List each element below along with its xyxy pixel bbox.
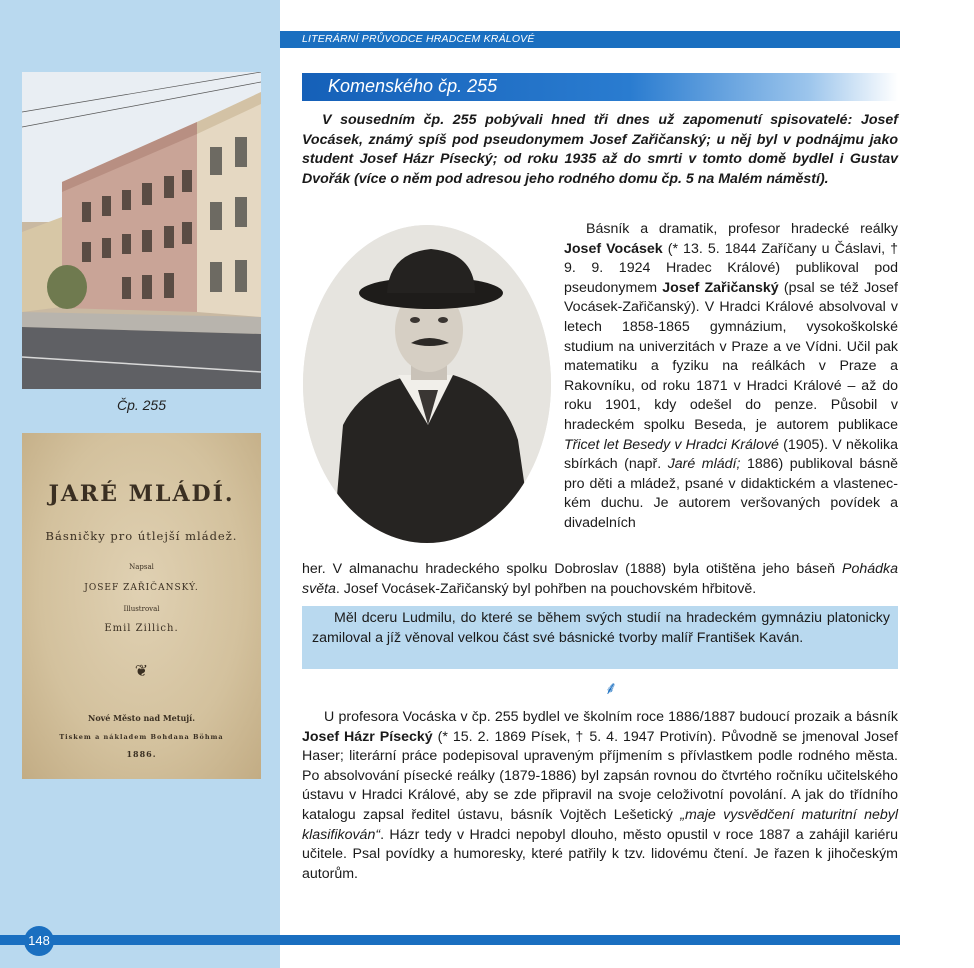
running-header-bar <box>280 31 900 48</box>
paragraph-vocasek <box>564 220 898 534</box>
p2-quote-italic: „maje vysvědčení maturitní nebyl klasifikován“ <box>302 806 898 843</box>
book-title: JARÉ MLÁDÍ. <box>48 481 235 507</box>
book-napsal: Napsal <box>129 563 154 571</box>
book-illustrated-by: Illustroval <box>123 605 160 613</box>
building-photo <box>22 72 261 389</box>
ornament-icon: ⸙ <box>604 678 618 699</box>
p1-text-4: (1905). V několika sbírkách (např. <box>564 436 899 473</box>
portrait-photo <box>303 225 551 543</box>
p1-title-besedy: Třicet let Besedy v Hradci Králové <box>564 436 779 453</box>
p1-text-3: (psal se též Josef Vocásek-Zařičanský). V Hradci Králové absolvoval v letech 1858-1865 gymnázium, vysokoškolské studium na univerzitách v Praze a ve Vídni. Učil pak matematiku a fyziku na reálkách v Praze a Rakovníku, od roku 1871 v Hradci Králové – až do roku 1901, kdy odešel do penze. Působil v hradeckém spolku Beseda, je autorem publikace <box>564 279 898 433</box>
p1-text-1: Básník a dramatik, profesor hradecké reálky <box>586 221 898 237</box>
p1-name-vocasek: Josef Vocásek <box>564 240 663 257</box>
book-place: Nové Město nad Metují. <box>88 713 195 723</box>
p1-text-5: 1886) publikoval básně pro děti a mládež, psané v didaktickém a vlasteneckém duchu. Je autorem veršovaných povídek a divadelních <box>564 456 898 531</box>
p2-text-2: (* 15. 2. 1869 Písek, † 5. 4. 1947 Protivín). Původně se jmenoval Josef Haser; literární práce podepisoval upraveným příjmením s přívlastkem podle rodného města. Po absolvování písecké reálky (1879-1886) byl zapsán rovnou do čtvrtého ročníku učitelského ústavu v Hradci Králové, aby se zde připravil na svoje celoživotní povolání. A jak do třídního katalogu zapsal ředitel ústavu, básník Vojtěch Lešetický <box>302 728 898 823</box>
book-year: 1886. <box>126 749 157 759</box>
intro-paragraph: V sousedním čp. 255 pobývali hned tři dnes už zapomenutí spisovatelé: Josef Vocásek, známý spíš pod pseudonymem Josef Zařičanský; u něj byl v podnájmu jako student Josef Házr Písecký; od roku 1935 až do smrti v tomto domě bydlel i Gustav Dvořák (více o něm pod adresou jeho rodného domu čp. 5 na Malém náměstí). <box>302 112 898 187</box>
p1-pseudonym: Josef Zařičanský <box>662 279 779 296</box>
section-title-bar <box>302 73 898 101</box>
p2-text-1: U profesora Vocáska v čp. 255 bydlel ve školním roce 1886/1887 budoucí prozaik a básník <box>324 709 898 725</box>
paragraph-hazr <box>302 708 898 884</box>
p1-text-2: (* 13. 5. 1844 Zaříčany u Čáslavi, † 9. 9. 1924 Hradec Králové) publikoval pod pseudonymem <box>564 240 899 296</box>
paragraph-vocasek-continued <box>302 560 898 599</box>
photo-caption: Čp. 255 <box>116 397 167 413</box>
p1-title-pohadka: Pohádka světa <box>302 561 898 597</box>
section-title: Komenského čp. 255 <box>328 76 498 96</box>
book-illustrator: Emil Zillich. <box>104 623 179 634</box>
book-cover-image <box>22 433 261 779</box>
p2-name-hazr: Josef Házr Písecký <box>302 728 433 745</box>
running-header-title: LITERÁRNÍ PRŮVODCE HRADCEM KRÁLOVÉ <box>302 33 535 45</box>
highlight-text: Měl dceru Ludmilu, do které se během svých studií na hradeckém gymnáziu platonicky zamiloval a jíž věnoval velkou část své básnické tvorby malíř František Kaván. <box>312 610 890 646</box>
page-number: 148 <box>24 926 54 956</box>
book-ornament-icon: ❦ <box>134 661 149 680</box>
p1-text-7: . Josef Vocásek-Zařičanský byl pohřben na pouchovském hřbitově. <box>335 580 757 597</box>
p2-text-3: . Házr tedy v Hradci nepobyl dlouho, město opustil v roce 1887 a zahájil kariéru učitele. Psal povídky a humoresky, které patřily k tzv. lidovému čtení. Je řazen k jihočeským autorům. <box>302 826 898 882</box>
book-subtitle: Básničky pro útlejší mládež. <box>45 529 238 543</box>
footer-bar <box>0 935 900 945</box>
p1-title-jare: Jaré mládí; <box>667 456 741 473</box>
highlight-box <box>302 606 898 669</box>
p1-text-6: her. V almanachu hradeckého spolku Dobroslav (1888) byla otištěna jeho báseň <box>302 561 842 577</box>
book-author: JOSEF ZAŘIČANSKÝ. <box>84 583 199 593</box>
book-printer: Tiskem a nákladem Bohdana Böhma <box>59 733 224 741</box>
